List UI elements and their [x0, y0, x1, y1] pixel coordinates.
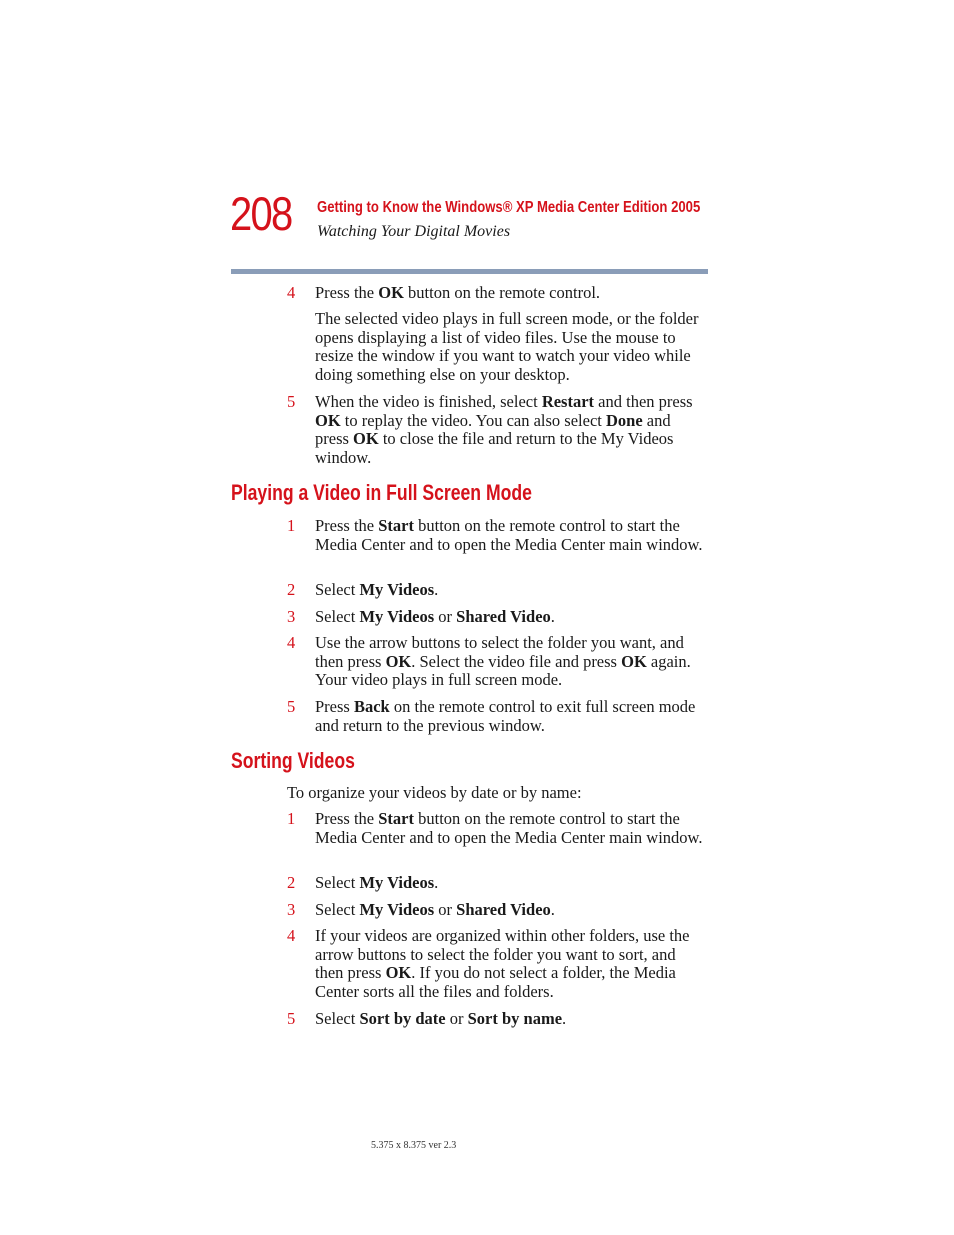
bold-term: OK	[315, 410, 341, 430]
chapter-title: Getting to Know the Windows® XP Media Center Edition 2005	[317, 199, 701, 216]
step-text: Select My Videos or Shared Video.	[315, 607, 555, 626]
step-text: Press Back on the remote control to exit full screen mode and return to the previous window.	[315, 697, 696, 735]
step-number: 5	[287, 697, 296, 716]
bold-term: OK	[385, 963, 412, 983]
bold-term: Start	[378, 809, 414, 828]
step-paragraph: The selected video plays in full screen mode, or the folder opens displaying a list of video files. Use the mouse to resize the window if you want to watch your video while doing something else on your desktop.	[315, 309, 699, 385]
section-subtitle: Watching Your Digital Movies	[317, 223, 511, 240]
bold-term: Done	[606, 410, 643, 430]
bold-term: My Videos	[359, 900, 435, 919]
bold-term: Shared Video	[456, 900, 551, 919]
step-number: 5	[287, 392, 296, 411]
bold-term: OK	[621, 651, 647, 671]
footer-version: 5.375 x 8.375 ver 2.3	[371, 1140, 457, 1151]
bold-term: Back	[353, 697, 390, 716]
step-text: Press the Start button on the remote control to start the Media Center and to open the Media Center main window.	[315, 516, 703, 554]
step-number: 3	[287, 607, 296, 626]
step-number: 2	[287, 580, 296, 599]
step-text: Select Sort by date or Sort by name.	[315, 1009, 567, 1028]
bold-term: My Videos	[359, 580, 435, 599]
step-number: 4	[287, 926, 296, 945]
step-number: 1	[287, 809, 296, 828]
bold-term: Sort by date	[359, 1009, 446, 1028]
page-number: 208	[230, 187, 292, 240]
section-heading: Playing a Video in Full Screen Mode	[231, 480, 532, 505]
step-number: 5	[287, 1009, 296, 1028]
step-text: When the video is finished, select Restart and then press OK to replay the video. You can also select Done and press OK to close the file and return to the My Videos window.	[315, 392, 693, 468]
bold-term: Start	[378, 516, 414, 535]
bold-term: My Videos	[359, 873, 435, 892]
step-text: Select My Videos or Shared Video.	[315, 900, 555, 919]
section-intro: To organize your videos by date or by name:	[287, 783, 582, 802]
step-text: Select My Videos.	[315, 873, 439, 892]
step-text: Press the Start button on the remote control to start the Media Center and to open the Media Center main window.	[315, 809, 703, 847]
bold-term: OK	[385, 651, 412, 671]
bold-term: Restart	[541, 392, 595, 411]
step-text: Press the OK button on the remote control.	[315, 283, 601, 302]
step-number: 1	[287, 516, 296, 535]
step-number: 4	[287, 283, 296, 302]
bold-term: OK	[353, 429, 379, 449]
step-number: 3	[287, 900, 296, 919]
step-number: 2	[287, 873, 296, 892]
bold-term: OK	[378, 283, 404, 302]
step-text: Use the arrow buttons to select the folder you want, and then press OK. Select the video file and press OK again. Your video plays in full screen mode.	[315, 633, 691, 690]
bold-term: Shared Video	[456, 607, 551, 626]
bold-term: Sort by name	[467, 1009, 563, 1028]
section-heading: Sorting Videos	[231, 748, 355, 773]
step-text: Select My Videos.	[315, 580, 439, 599]
step-number: 4	[287, 633, 296, 652]
header-rule	[231, 269, 708, 274]
bold-term: My Videos	[359, 607, 435, 626]
step-text: If your videos are organized within other folders, use the arrow buttons to select the folder you want to sort, and then press OK. If you do not select a folder, the Media Center sorts all the files and folders.	[315, 926, 690, 1002]
